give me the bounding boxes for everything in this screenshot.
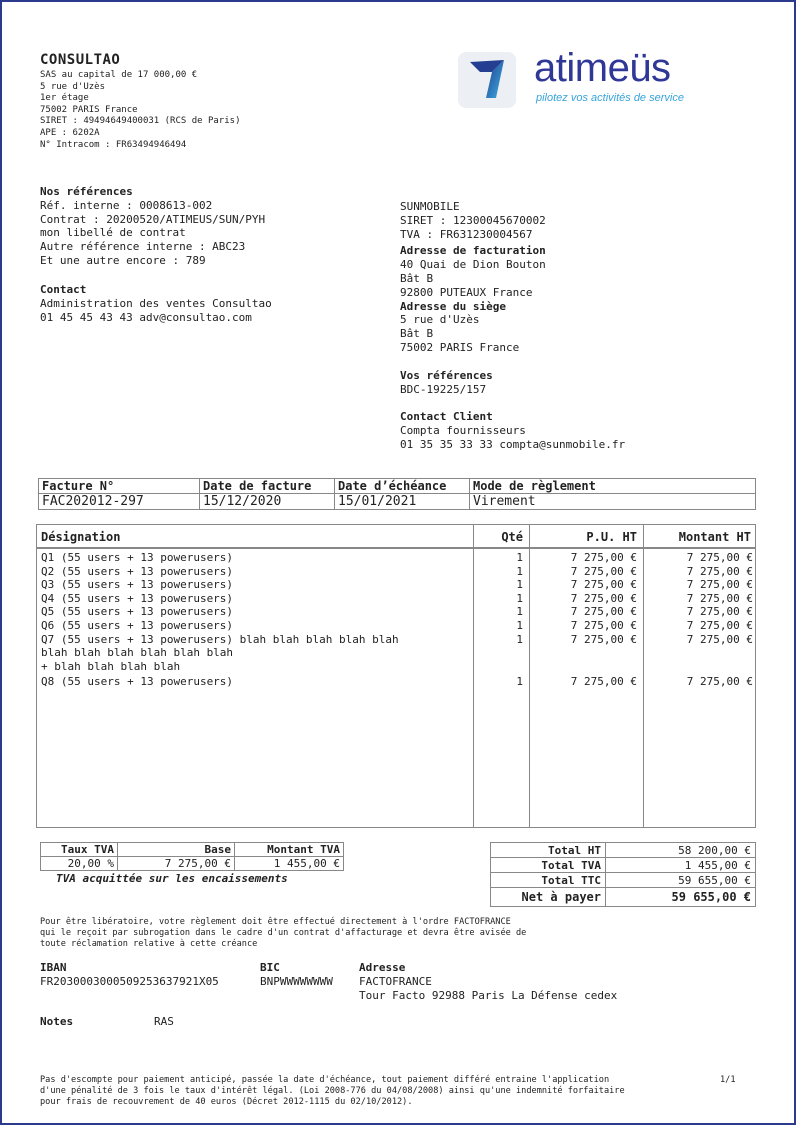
our-ref-line: Contrat : 20200520/ATIMEUS/SUN/PYH (40, 212, 266, 226)
row-designation: Q8 (55 users + 13 powerusers) (41, 675, 234, 688)
payment-notice-line: qui le reçoit par subrogation dans le cadre d'un contrat d'affacturage et devra être avisée de (40, 928, 527, 938)
row-amount: 7 275,00 € (686, 578, 753, 592)
issuer-line: APE : 6202A (40, 127, 100, 138)
payment-mode-label: Mode de règlement (470, 479, 756, 494)
qty-header: Qté (501, 530, 523, 544)
tva-base-header: Base (118, 843, 235, 857)
issuer-details (40, 70, 240, 151)
row-qty: 1 (516, 551, 523, 564)
amount-header: Montant HT (678, 530, 751, 544)
row-unit-price: 7 275,00 € (570, 591, 637, 605)
row-qty: 1 (516, 619, 523, 632)
payment-notice (40, 917, 526, 950)
total-ht-label: Total HT (491, 843, 606, 858)
tva-amount-header: Montant TVA (235, 843, 344, 857)
logo-wordmark: atimeüs (534, 46, 671, 90)
hq-address-line: Bât B (400, 327, 434, 341)
row-amount: 7 275,00 € (686, 564, 753, 578)
row-unit-price: 7 275,00 € (570, 578, 637, 592)
total-tva-label: Total TVA (491, 858, 606, 873)
hq-address-title: Adresse du siège (400, 299, 506, 313)
bic-value: BNPWWWWWWWW (260, 974, 333, 988)
your-references-title: Vos références (400, 368, 493, 382)
row-designation: Q2 (55 users + 13 powerusers) (41, 564, 234, 578)
payment-mode: Virement (470, 494, 756, 510)
line-items-table (36, 524, 756, 828)
column-divider (643, 525, 644, 827)
row-amount: 7 275,00 € (686, 632, 753, 646)
our-references (40, 185, 265, 268)
totals-table (490, 842, 756, 907)
client-contact-title: Contact Client (400, 410, 493, 424)
tva-rate-header: Taux TVA (41, 843, 118, 857)
designation-header: Désignation (41, 530, 121, 544)
client-name: SUNMOBILE (400, 200, 460, 213)
total-ttc-value: 59 655,00 € (606, 873, 756, 888)
total-tva-value: 1 455,00 € (606, 858, 756, 873)
invoice-date-label: Date de facture (200, 479, 335, 494)
row-unit-price: 7 275,00 € (570, 564, 637, 578)
page-number: 1/1 (720, 1075, 736, 1085)
hq-address-line: 75002 PARIS France (400, 340, 520, 354)
invoice-date: 15/12/2020 (200, 494, 335, 510)
payment-notice-line: toute réclamation relative à cette créance (40, 939, 258, 949)
client-contact-line: 01 35 35 33 33 compta@sunmobile.fr (400, 437, 626, 451)
row-qty: 1 (516, 675, 523, 688)
bic-label: BIC (260, 961, 280, 974)
tva-note: TVA acquittée sur les encaissements (56, 872, 288, 885)
invoice-number: FAC202012-297 (39, 494, 200, 510)
billing-address-line: 92800 PUTEAUX France (400, 285, 533, 299)
atimeus-logo (458, 46, 728, 110)
client-contact-line: Compta fournisseurs (400, 424, 526, 438)
invoice-info-table (38, 478, 756, 510)
row-amount: 7 275,00 € (686, 675, 753, 688)
our-ref-line: Réf. interne : 0008613-002 (40, 198, 213, 212)
notes-value: RAS (154, 1015, 174, 1028)
row-qty: 1 (516, 578, 523, 592)
row-designation: Q7 (55 users + 13 powerusers) blah blah blah blah blah blah blah blah blah blah blah + blah blah blah blah (41, 632, 399, 673)
our-ref-line: mon libellé de contrat (40, 226, 186, 240)
column-divider (473, 525, 474, 827)
bank-address (359, 961, 617, 1002)
billing-address-line: Bât B (400, 271, 434, 285)
net-to-pay-label: Net à payer (491, 888, 606, 907)
row-designation: Q4 (55 users + 13 powerusers) (41, 591, 234, 605)
footer-legal (40, 1075, 625, 1108)
bank-address-line: FACTOFRANCE (359, 974, 432, 988)
row-amount: 7 275,00 € (686, 605, 753, 619)
line-items-header (37, 525, 755, 549)
row-unit-price: 7 275,00 € (570, 632, 637, 646)
our-ref-line: Et une autre encore : 789 (40, 253, 206, 267)
issuer-line: 75002 PARIS France (40, 104, 138, 115)
client-siret: SIRET : 12300045670002 (400, 213, 546, 227)
client-tva: TVA : FR631230004567 (400, 227, 533, 241)
unit-price-header: P.U. HT (586, 530, 637, 544)
iban-label: IBAN (40, 961, 67, 974)
row-amount: 7 275,00 € (686, 591, 753, 605)
billing-address-line: 40 Quai de Dion Bouton (400, 258, 546, 272)
issuer-line: SIRET : 49494649400031 (RCS de Paris) (40, 116, 241, 127)
total-ht-value: 58 200,00 € (606, 843, 756, 858)
tva-rate: 20,00 % (41, 857, 118, 871)
row-unit-price: 7 275,00 € (570, 619, 637, 632)
row-qty: 1 (516, 591, 523, 605)
payment-notice-line: Pour être libératoire, votre règlement doit être effectué directement à l'ordre FACTOFRANCE (40, 917, 511, 927)
logo-tagline: pilotez vos activités de service (536, 92, 684, 104)
contact-title: Contact (40, 283, 87, 296)
row-unit-price: 7 275,00 € (570, 605, 637, 619)
iban-value: FR2030003000509253637921X05 (40, 974, 219, 988)
row-amount: 7 275,00 € (686, 619, 753, 632)
footer-line: Pas d'escompte pour paiement anticipé, passée la date d'échéance, tout paiement différé entraine l'application (40, 1075, 610, 1085)
our-references-title: Nos références (40, 185, 133, 198)
tva-table (40, 842, 344, 871)
footer-line: d'une pénalité de 3 fois le taux d'intérêt légal. (Loi 2008-776 du 04/08/2008) ainsi qu'une indemnité forfaitaire (40, 1086, 625, 1096)
notes-label: Notes (40, 1015, 74, 1028)
row-designation: Q1 (55 users + 13 powerusers) (41, 551, 234, 564)
issuer-name: CONSULTAO (40, 52, 121, 68)
row-qty: 1 (516, 564, 523, 578)
column-divider (529, 525, 530, 827)
tva-amount: 1 455,00 € (235, 857, 344, 871)
row-amount: 7 275,00 € (686, 551, 753, 564)
billing-address-title: Adresse de facturation (400, 244, 546, 258)
footer-line: pour frais de recouvrement de 40 euros (Décret 2012-1115 du 02/10/2012). (40, 1097, 413, 1107)
row-qty: 1 (516, 605, 523, 619)
total-ttc-label: Total TTC (491, 873, 606, 888)
issuer-line: 1er étage (40, 93, 89, 104)
client-section (400, 200, 625, 452)
issuer-line: N° Intracom : FR63494946494 (40, 139, 187, 150)
logo-mark-icon (458, 52, 516, 108)
net-to-pay-value: 59 655,00 € (606, 888, 756, 907)
row-qty: 1 (516, 632, 523, 646)
tva-base: 7 275,00 € (118, 857, 235, 871)
our-ref-line: Autre référence interne : ABC23 (40, 240, 246, 254)
contact-line: 01 45 45 43 43 adv@consultao.com (40, 310, 252, 324)
row-designation: Q6 (55 users + 13 powerusers) (41, 619, 234, 632)
bank-iban (40, 961, 219, 989)
row-designation: Q5 (55 users + 13 powerusers) (41, 605, 234, 619)
issuer-line: 5 rue d'Uzès (40, 81, 106, 92)
row-unit-price: 7 275,00 € (570, 551, 637, 564)
row-unit-price: 7 275,00 € (570, 675, 637, 688)
hq-address-line: 5 rue d'Uzès (400, 313, 480, 327)
row-designation: Q3 (55 users + 13 powerusers) (41, 578, 234, 592)
issuer-line: SAS au capital de 17 000,00 € (40, 70, 198, 80)
invoice-number-label: Facture N° (39, 479, 200, 494)
due-date-label: Date d’échéance (335, 479, 470, 494)
contact-line: Administration des ventes Consultao (40, 296, 272, 310)
due-date: 15/01/2021 (335, 494, 470, 510)
bank-bic (260, 961, 333, 989)
bank-address-line: Tour Facto 92988 Paris La Défense cedex (359, 988, 618, 1002)
contact-section (40, 283, 272, 324)
bank-address-label: Adresse (359, 961, 406, 974)
your-references-value: BDC-19225/157 (400, 382, 487, 396)
